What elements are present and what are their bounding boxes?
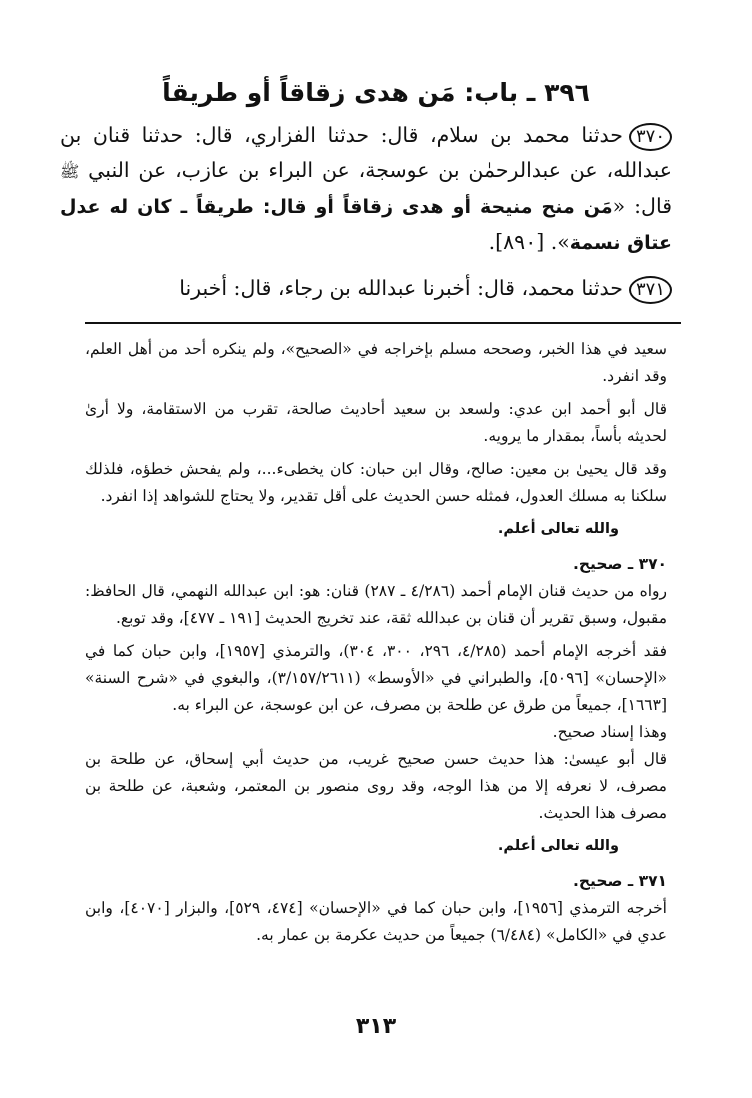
chapter-title: ٣٩٦ ـ باب: مَن هدى زقاقاً أو طريقاً <box>162 78 590 107</box>
hadith-number-badge: ٣٧٠ <box>629 123 672 151</box>
footnote-paragraph: قال أبو عيسىٰ: هذا حديث حسن صحيح غريب، من حديث أبي إسحاق، عن طلحة بن مصرف، لا نعرفه إلا من هذا الوجه، وقد روى منصور بن المعتمر، وشعبة، عن طلحة بن مصرف هذا الحديث. <box>85 750 667 822</box>
salutation-symbol: ﷺ <box>60 162 80 181</box>
hadith-370 <box>60 118 672 261</box>
hadith-isnad: حدثنا محمد، قال: أخبرنا عبدالله بن رجاء، قال: أخبرنا <box>179 276 623 300</box>
hadith-371 <box>60 271 672 306</box>
footnotes <box>85 336 667 949</box>
footnote-paragraph: قال أبو أحمد ابن عدي: ولسعد بن سعيد أحاديث صالحة، تقرب من الاستقامة، ولا أرىٰ لحديثه بأساً، بمقدار ما يرويه. <box>85 400 667 445</box>
prophetic-text: مَن منح منيحة أو هدى زقاقاً أو قال: طريقاً ـ كان له عدل عتاق نسمة <box>60 196 672 254</box>
footnote-divider <box>85 322 681 324</box>
footnote-paragraph: فقد أخرجه الإمام أحمد (٤/٢٨٥، ٢٩٦، ٣٠٠، ٣٠٤)، والترمذي [١٩٥٧]، وابن حبان كما في «الإحسان» [٥٠٩٦]، والطبراني في «الأوسط» (٣/١٥٧/٢٦١١)، والبغوي في «شرح السنة» [١٦٦٣]، جميعاً من طرق عن طلحة بن مصرف، عن ابن عوسجة، عن البراء به. <box>85 642 668 714</box>
closing-phrase: والله تعالى أعلم. <box>497 838 619 854</box>
hadith-reference: ». [٨٩٠]. <box>488 230 570 254</box>
hadith-number-badge: ٣٧١ <box>629 276 672 304</box>
grading-heading: ٣٧٠ ـ صحيح. <box>572 555 667 573</box>
closing-phrase: والله تعالى أعلم. <box>497 521 619 537</box>
footnote-paragraph: سعيد في هذا الخبر، وصححه مسلم بإخراجه في «الصحيح»، ولم ينكره أحد من أهل العلم، وقد انفرد. <box>85 340 667 385</box>
footnote-paragraph: وقد قال يحيىٰ بن معين: صالح، وقال ابن حبان: كان يخطىء...، ولم يفحش خطؤه، فلذلك سلكنا به مسلك العدول، فمثله حسن الحديث على أقل تقدير، ولا يحتاج للشواهد إذا انفرد. <box>85 460 667 505</box>
footnote-paragraph: وهذا إسناد صحيح. <box>552 723 667 741</box>
main-text <box>60 118 672 306</box>
hadith-said: قال: « <box>612 194 672 218</box>
footnote-paragraph: رواه من حديث قنان الإمام أحمد (٤/٢٨٦ ـ ٢٨٧) قنان: هو: ابن عبدالله النهمي، قال الحافظ: مقبول، وسبق تقرير أن قنان بن عبدالله ثقة، عند تخريج الحديث [١٩١ ـ ٤٧٧]، وقد توبع. <box>85 582 667 627</box>
hadith-isnad: حدثنا محمد بن سلام، قال: حدثنا الفزاري، قال: حدثنا قنان بن عبدالله، عن عبدالرحمٰن بن عوسجة، عن البراء بن عازب، عن النبي <box>60 123 672 182</box>
footnote-paragraph: أخرجه الترمذي [١٩٥٦]، وابن حبان كما في «الإحسان» [٤٧٤، ٥٢٩]، والبزار [٤٠٧٠]، وابن عدي في «الكامل» (٦/٤٨٤) جميعاً من حديث عكرمة بن عمار به. <box>85 899 667 944</box>
page-number: ٣١٣ <box>355 1014 397 1039</box>
grading-heading: ٣٧١ ـ صحيح. <box>572 872 667 890</box>
